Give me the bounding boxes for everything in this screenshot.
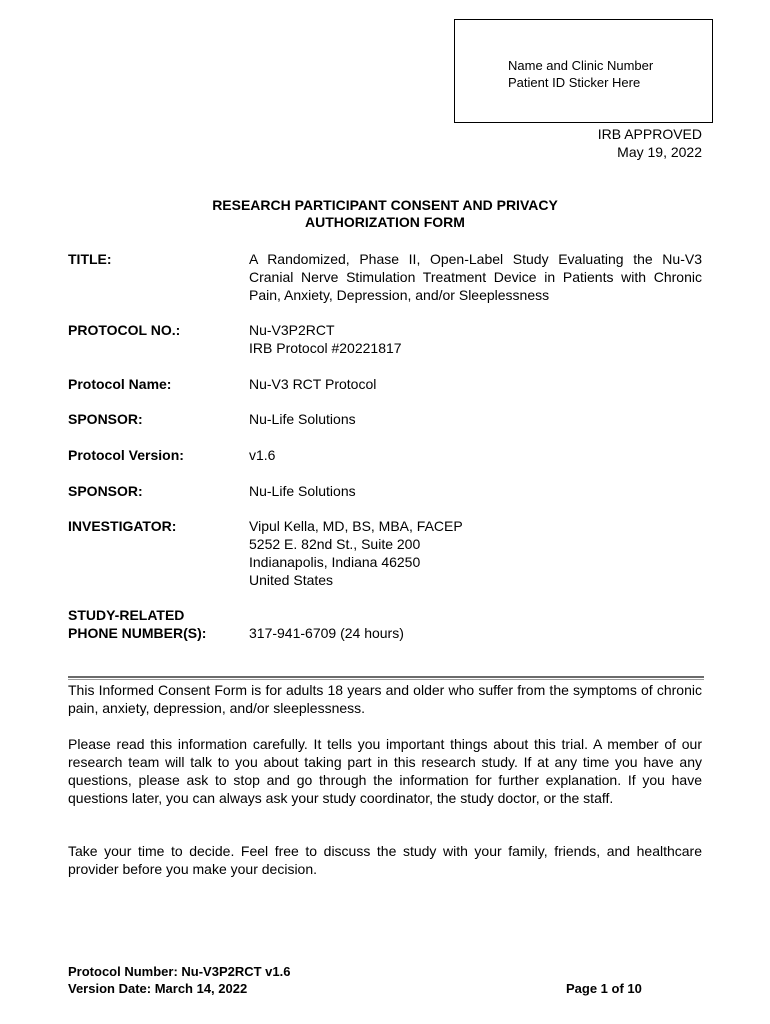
footer-protocol-number: Protocol Number: Nu-V3P2RCT v1.6 bbox=[68, 964, 291, 979]
investigator-label: INVESTIGATOR: bbox=[68, 518, 177, 534]
protocol-number: Nu-V3P2RCT bbox=[249, 322, 335, 338]
phone-label-line-1: STUDY-RELATED bbox=[68, 607, 185, 623]
decision-paragraph: Take your time to decide. Feel free to discuss the study with your family, friends, and healthcare provider before you make your decision. bbox=[68, 843, 702, 877]
page-number: Page 1 of 10 bbox=[566, 981, 642, 996]
irb-approval-stamp bbox=[598, 125, 702, 161]
protocol-version-label: Protocol Version: bbox=[68, 447, 184, 463]
irb-protocol-number: IRB Protocol #20221817 bbox=[249, 340, 402, 356]
title-label: TITLE: bbox=[68, 251, 112, 267]
form-title bbox=[0, 197, 770, 231]
intro-paragraph: This Informed Consent Form is for adults 18 years and older who suffer from the symptoms of chronic pain, anxiety, depression, and/or sleeplessness. bbox=[68, 682, 702, 716]
footer-version-date: Version Date: March 14, 2022 bbox=[68, 981, 248, 996]
title-value: A Randomized, Phase II, Open-Label Study Evaluating the Nu-V3 Cranial Nerve Stimulation Treatment Device in Patients with Chronic Pain, Anxiety, Depression, and/or Sleeplessness bbox=[249, 251, 702, 303]
approval-status: IRB APPROVED bbox=[597, 126, 702, 142]
protocol-name-value: Nu-V3 RCT Protocol bbox=[249, 376, 377, 392]
investigator-value bbox=[249, 517, 702, 589]
phone-value: 317-941-6709 (24 hours) bbox=[249, 625, 404, 641]
sponsor-label-2: SPONSOR: bbox=[68, 483, 143, 499]
investigator-country: United States bbox=[249, 572, 334, 588]
approval-date: May 19, 2022 bbox=[617, 144, 702, 160]
form-title-line-2: AUTHORIZATION FORM bbox=[305, 214, 465, 230]
section-divider bbox=[68, 676, 704, 680]
instructions-paragraph: Please read this information carefully. It tells you important things about this trial. A member of our research team will talk to you about taking part in this research study. If at any time you have any questions, please ask to stop and go through the information for further explanation. If you have questions later, you can always ask your study coordinator, the study doctor, or the staff. bbox=[68, 736, 702, 806]
protocol-no-label: PROTOCOL NO.: bbox=[68, 322, 181, 338]
investigator-name: Vipul Kella, MD, BS, MBA, FACEP bbox=[249, 518, 463, 534]
sponsor-value-2: Nu-Life Solutions bbox=[249, 483, 356, 499]
protocol-name-label: Protocol Name: bbox=[68, 376, 172, 392]
form-title-line-1: RESEARCH PARTICIPANT CONSENT AND PRIVACY bbox=[212, 197, 558, 213]
protocol-no-value bbox=[249, 321, 702, 357]
footer bbox=[68, 963, 291, 997]
sponsor-label: SPONSOR: bbox=[68, 411, 143, 427]
phone-label-line-2: PHONE NUMBER(S): bbox=[68, 625, 207, 641]
sticker-line-1: Name and Clinic Number bbox=[508, 58, 654, 73]
protocol-version-value: v1.6 bbox=[249, 447, 276, 463]
patient-id-sticker-box bbox=[454, 19, 713, 123]
sponsor-value: Nu-Life Solutions bbox=[249, 411, 356, 427]
phone-label bbox=[68, 606, 206, 642]
investigator-address-line-2: Indianapolis, Indiana 46250 bbox=[249, 554, 421, 570]
investigator-address-line-1: 5252 E. 82nd St., Suite 200 bbox=[249, 536, 421, 552]
sticker-line-2: Patient ID Sticker Here bbox=[508, 75, 641, 90]
